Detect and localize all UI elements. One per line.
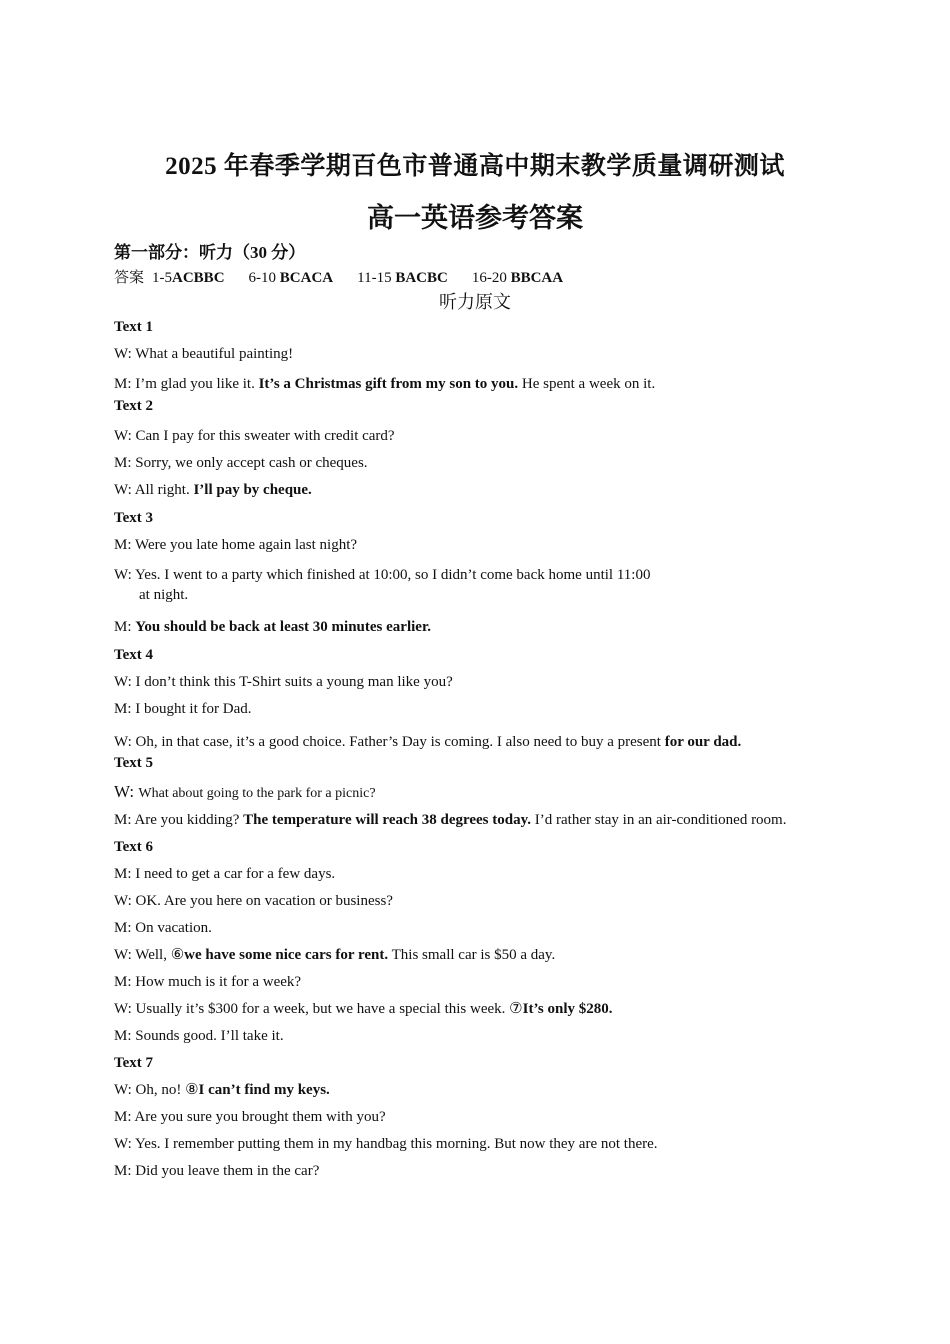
dialogue-line: M: Were you late home again last night? xyxy=(114,537,358,553)
dialogue-line: M: I’m glad you like it. It’s a Christmas gift from my son to you. He spent a week on it. xyxy=(114,376,656,392)
answer-group-4: 16-20 BBCAA xyxy=(471,270,564,286)
dialogue-line: M: I bought it for Dad. xyxy=(114,701,252,717)
dialogue-line: W: Oh, in that case, it’s a good choice. Father’s Day is coming. I also need to buy a present for our dad. xyxy=(114,734,742,750)
dialogue-line: M: Are you kidding? The temperature will reach 38 degrees today. I’d rather stay in an air-conditioned room. xyxy=(114,812,787,828)
text-heading: Text 5 xyxy=(114,755,154,771)
dialogue-line: W: OK. Are you here on vacation or business? xyxy=(114,893,393,909)
text-heading: Text 2 xyxy=(114,398,154,414)
transcript-heading: 听力原文 xyxy=(439,292,511,312)
text-heading: Text 3 xyxy=(114,510,154,526)
dialogue-line: W: All right. I’ll pay by cheque. xyxy=(114,482,312,498)
dialogue-line: M: On vacation. xyxy=(114,920,212,936)
section-heading: 第一部分：听力（30 分） xyxy=(114,243,306,262)
text-heading: Text 1 xyxy=(114,319,154,335)
answer-group-3: 11-15 BACBC xyxy=(357,270,448,286)
exam-title: 2025 年春季学期百色市普通高中期末教学质量调研测试 xyxy=(165,153,785,180)
text-heading: Text 7 xyxy=(114,1055,154,1071)
dialogue-line: M: I need to get a car for a few days. xyxy=(114,866,336,882)
answer-key-line xyxy=(114,266,587,287)
dialogue-line: W: Yes. I went to a party which finished at 10:00, so I didn’t come back home until 11:00 at night. xyxy=(114,567,651,603)
dialogue-line: W: Usually it’s $300 for a week, but we have a special this week. ⑦It’s only $280. xyxy=(114,1001,613,1017)
dialogue-line: W: I don’t think this T-Shirt suits a young man like you? xyxy=(114,674,453,690)
answer-group-1: 1-5ACBBC xyxy=(152,270,225,286)
dialogue-line: M: Are you sure you brought them with you? xyxy=(114,1109,386,1125)
dialogue-line: M: How much is it for a week? xyxy=(114,974,302,990)
answer-label: 答案 xyxy=(114,270,145,286)
dialogue-line: W: Oh, no! ⑧I can’t find my keys. xyxy=(114,1082,330,1098)
dialogue-line: W: Well, ⑥we have some nice cars for rent. This small car is $50 a day. xyxy=(114,947,556,963)
dialogue-line: W: What about going to the park for a picnic? xyxy=(114,782,376,801)
dialogue-line: M: Sorry, we only accept cash or cheques. xyxy=(114,455,368,471)
dialogue-line: M: You should be back at least 30 minutes earlier. xyxy=(114,619,431,635)
dialogue-line: W: What a beautiful painting! xyxy=(114,346,294,362)
answer-group-2: 6-10 BCACA xyxy=(248,270,334,286)
dialogue-line: W: Yes. I remember putting them in my handbag this morning. But now they are not there. xyxy=(114,1136,658,1152)
answer-key-title: 高一英语参考答案 xyxy=(367,203,583,233)
dialogue-line: M: Sounds good. I’ll take it. xyxy=(114,1028,284,1044)
dialogue-line: W: Can I pay for this sweater with credit card? xyxy=(114,428,395,444)
dialogue-line: M: Did you leave them in the car? xyxy=(114,1163,320,1179)
text-heading: Text 4 xyxy=(114,647,154,663)
text-heading: Text 6 xyxy=(114,839,154,855)
